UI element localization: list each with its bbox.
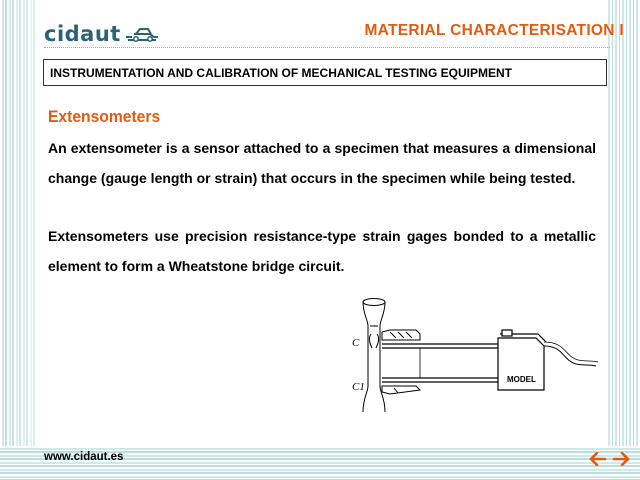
previous-slide-button[interactable] xyxy=(589,451,607,467)
slide-navigation xyxy=(589,451,630,467)
car-logo-icon xyxy=(124,25,160,43)
paragraph-strain-gages: Extensometers use precision resistance-type strain gages bonded to a metallic element to form a Wheatstone bridge circuit. xyxy=(48,228,596,274)
cable xyxy=(544,346,596,366)
arrow-left-icon xyxy=(589,452,607,466)
left-stripe-decoration xyxy=(0,0,36,480)
label-c-top: C xyxy=(352,337,360,349)
next-slide-button[interactable] xyxy=(612,451,630,467)
section-title: Extensometers xyxy=(48,107,161,126)
paragraph-extensometer-definition: An extensometer is a sensor attached to a specimen that measures a dimensional change (gauge length or strain) that occurs in the specimen while being tested. xyxy=(48,140,596,186)
clip-lower xyxy=(382,386,420,394)
cable-outline xyxy=(544,342,598,362)
clip-upper xyxy=(382,330,420,340)
logo-text: cidaut xyxy=(44,22,121,46)
right-stripe-decoration xyxy=(606,0,640,480)
model-label: MODEL xyxy=(507,375,536,384)
subtitle-box xyxy=(43,59,607,86)
arrow-right-icon xyxy=(612,452,630,466)
header-title: MATERIAL CHARACTERISATION I xyxy=(364,22,624,39)
footer-url[interactable]: www.cidaut.es xyxy=(44,451,124,463)
header-divider xyxy=(44,47,610,48)
cidaut-logo xyxy=(44,22,160,46)
specimen-rod xyxy=(363,299,385,413)
extensometer-arms xyxy=(382,344,500,382)
subtitle-text: INSTRUMENTATION AND CALIBRATION OF MECHANICAL TESTING EQUIPMENT xyxy=(50,66,512,80)
extensometer-illustration xyxy=(350,294,602,424)
label-c-bottom: C1 xyxy=(352,381,365,393)
